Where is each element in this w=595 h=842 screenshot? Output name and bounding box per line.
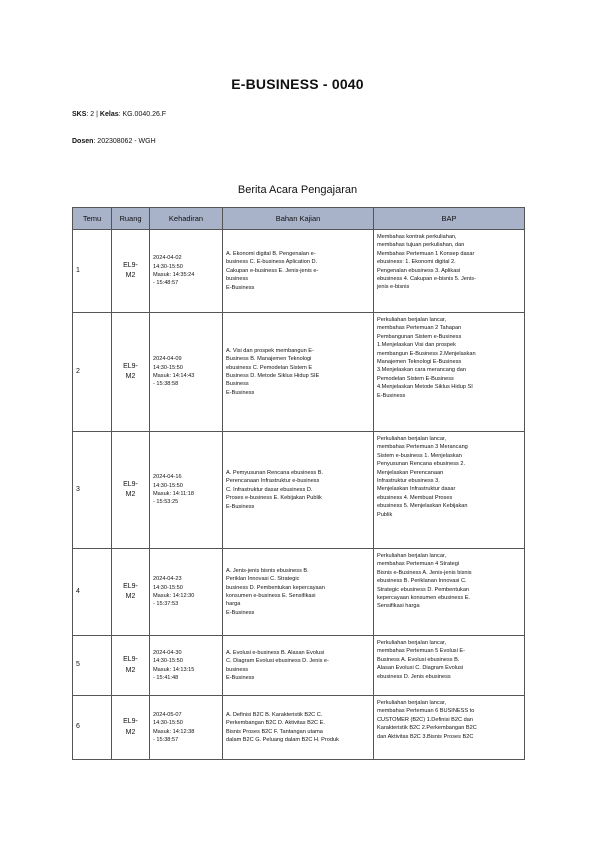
table-row [73,696,525,760]
table-row [73,432,525,549]
cell-bahan-kajian: A. Jenis-jenis bisnis ebusiness B. Periklan Innovasi C. Strategic business D. Pembentukan kepercayaan konsumen e-business E. Sensifikasi harga E-Business [223,549,374,636]
dosen-label: Dosen [72,138,94,145]
header-kehadiran: Kehadiran [150,208,223,230]
cell-bahan-kajian: A. Definisi B2C B. Karakteristik B2C C. Perkembangan B2C D. Aktivitas B2C E. Bisnis Proses B2C F. Tantangan utama dalam B2C G. Peluang dalam B2C H. Produk [223,696,374,760]
cell-bahan-kajian: A. Ekonomi digital B. Pengenalan e- business C. E-business Aplication D. Cakupan e-business E. Jenis-jenis e- business E-Business [223,230,374,313]
sks-value: : 2 [86,111,95,118]
cell-kehadiran: 2024-05-07 14:30-15:50 Masuk: 14:12:38 - 15:38:57 [150,696,223,760]
section-title: Berita Acara Pengajaran [237,184,358,196]
cell-bap: Membahas kontrak perkuliahan, membahas tujuan perkuliahan, dan Membahas Pertemuan 1 Konsep dasar ebusiness: 1. Ekonomi digital 2. Pengenalan ebusiness 3. Aplikasi ebusiness 4. Cakupan e-bisnis 5. Jenis- jenis e-bisnis [374,230,525,313]
cell-temu: 3 [73,432,112,549]
cell-bap: Perkuliahan berjalan lancar, membahas Pertemuan 5 Evolusi E- Business A. Evolusi ebusiness B. Alasan Evolusi C. Diagram Evolusi ebusiness D. Jenis ebusiness [374,636,525,696]
cell-bap: Perkuliahan berjalan lancar, membahas Pertemuan 6 BUSINESS to CUSTOMER (B2C) 1.Definisi B2C dan Karakteristik B2C 2.Perkembangan B2C dan Aktivitas B2C 3.Bisnis Proses B2C [374,696,525,760]
cell-ruang: EL9- M2 [112,313,150,432]
table-row [73,230,525,313]
cell-ruang: EL9- M2 [112,636,150,696]
header-bahan-kajian: Bahan Kajian [223,208,374,230]
cell-kehadiran: 2024-04-16 14:30-15:50 Masuk: 14:11:18 - 15:53:25 [150,432,223,549]
cell-kehadiran: 2024-04-30 14:30-15:50 Masuk: 14:13:15 - 15:41:48 [150,636,223,696]
cell-bap: Perkuliahan berjalan lancar, membahas Pertemuan 4 Strategi Bisnis e-Business A. Jenis-jenis bisnis ebusiness B. Periklanan Innovasi C. Strategic ebusiness D. Pembentukan kepercayaan konsumen ebusiness E. Sensifikasi harga [374,549,525,636]
header-temu: Temu [73,208,112,230]
cell-bap: Perkuliahan berjalan lancar, membahas Pertemuan 3 Merancang Sistem e-business 1. Menjelaskan Penyusunan Rencana ebusiness 2. Menjelaskan Perencanaan Infrastruktur ebusiness 3. Menjelaskan Infrastruktur dasar ebusiness 4. Membuat Proses ebusiness 5. Menjelaskan Kebijakan Publik [374,432,525,549]
table-row [73,549,525,636]
cell-ruang: EL9- M2 [112,230,150,313]
cell-kehadiran: 2024-04-23 14:30-15:50 Masuk: 14:12:30 - 15:37:53 [150,549,223,636]
sks-label: SKS [72,111,87,118]
header-bap: BAP [374,208,525,230]
cell-temu: 1 [73,230,112,313]
cell-ruang: EL9- M2 [112,696,150,760]
meta-separator: | [94,111,100,118]
table-header-row [73,208,525,230]
cell-temu: 5 [73,636,112,696]
lecturer-line [72,138,156,145]
cell-temu: 2 [73,313,112,432]
teaching-report-table [72,207,525,760]
cell-kehadiran: 2024-04-09 14:30-15:50 Masuk: 14:14:43 - 15:38:58 [150,313,223,432]
kelas-value: : KG.0040.26.F [118,111,167,118]
cell-temu: 4 [73,549,112,636]
kelas-label: Kelas [99,111,119,118]
cell-bahan-kajian: A. Visi dan prospek membangun E- Business B. Manajemen Teknologi ebusiness C. Pemodelan Sistem E Business D. Metode Siklus Hidup SIE Business E-Business [223,313,374,432]
cell-bap: Perkuliahan berjalan lancar, membahas Pertemuan 2 Tahapan Pembangunan Sistem e-Business 1.Menjelaskan Visi dan prospek membangun E-Business 2.Menjelaskan Manajemen Teknologi E-Business 3.Menjelaskan cara merancang dan Pemodelan Sistem E-Business 4.Menjelaskan Metode Siklus Hidup SI E-Business [374,313,525,432]
cell-bahan-kajian: A. Pemyusunan Rencana ebusiness B. Perencanaan Infrastruktur e-business C. Infrastruktur dasar ebusiness D. Proses e-business E. Kebijakan Publik E-Business [223,432,374,549]
cell-ruang: EL9- M2 [112,549,150,636]
dosen-value: : 202308062 - WGH [93,138,156,145]
cell-ruang: EL9- M2 [112,432,150,549]
course-title: E-BUSINESS - 0040 [231,76,364,92]
cell-bahan-kajian: A. Evolusi e-business B. Alasan Evolusi C. Diagram Evolusi ebusiness D. Jenis e- business E-Business [223,636,374,696]
header-ruang: Ruang [112,208,150,230]
cell-temu: 6 [73,696,112,760]
table-row [73,636,525,696]
table-row [73,313,525,432]
cell-kehadiran: 2024-04-02 14:30-15:50 Masuk: 14:35:24 - 15:48:57 [150,230,223,313]
course-meta-line [72,111,166,118]
